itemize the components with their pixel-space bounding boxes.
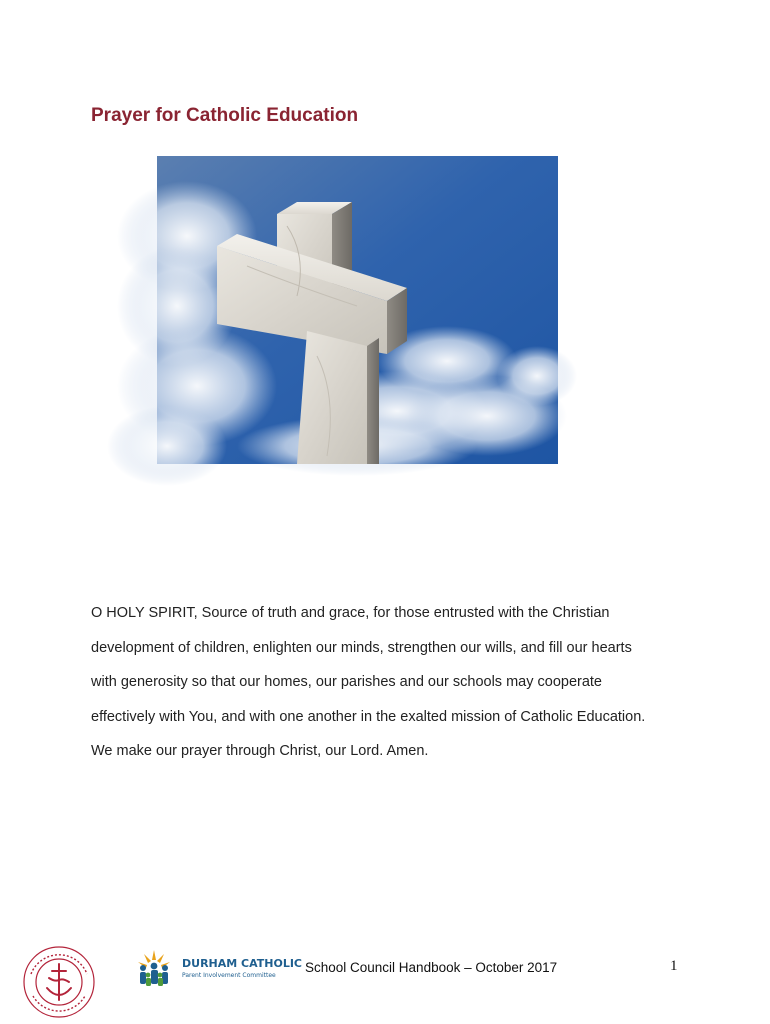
cross-photo: [157, 156, 558, 464]
prayer-line: with generosity so that our homes, our parishes and our schools may cooperate: [91, 674, 602, 690]
handbook-footer: School Council Handbook – October 2017: [305, 960, 558, 975]
page-number: 1: [670, 958, 678, 974]
prayer-text: [91, 602, 691, 775]
prayer-line: We make our prayer through Christ, our Lord. Amen.: [91, 743, 429, 759]
prayer-line: O HOLY SPIRIT, Source of truth and grace, for those entrusted with the Christian: [91, 605, 610, 621]
page-title: Prayer for Catholic Education: [91, 105, 359, 126]
school-board-seal-logo: [19, 944, 99, 1020]
durham-catholic-pic-logo: [134, 946, 302, 992]
logo-title: DURHAM CATHOLIC: [182, 957, 302, 970]
prayer-line: development of children, enlighten our minds, strengthen our wills, and fill our hearts: [91, 639, 632, 656]
prayer-line: effectively with You, and with one another in the exalted mission of Catholic Education.: [91, 708, 646, 725]
logo-subtitle: Parent Involvement Committee: [182, 972, 276, 979]
